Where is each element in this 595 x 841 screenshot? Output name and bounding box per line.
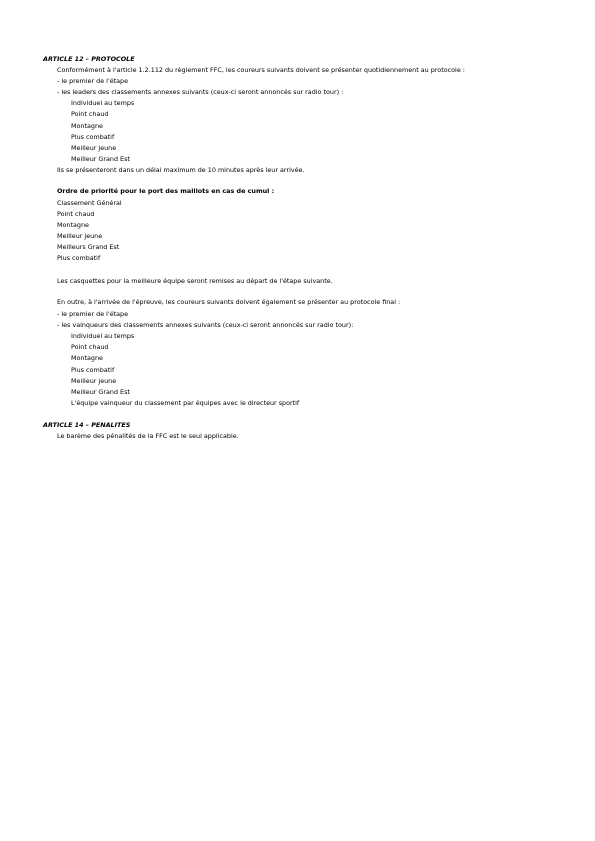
classification-item: Plus combatif bbox=[71, 133, 115, 141]
classification-item: Meilleur jeune bbox=[71, 144, 117, 152]
priority-item: Meilleur jeune bbox=[57, 232, 103, 240]
classification-item: Montagne bbox=[71, 354, 103, 362]
classification-item: L'équipe vainqueur du classement par équipes avec le directeur sportif bbox=[71, 399, 300, 407]
classification-item: Meilleur jeune bbox=[71, 377, 117, 385]
classification-item: Individuel au temps bbox=[71, 99, 135, 107]
priority-item: Point chaud bbox=[57, 210, 95, 218]
classification-item: Point chaud bbox=[71, 343, 109, 351]
list-item: - les vainqueurs des classements annexes suivants (ceux-ci seront annoncés sur radio tour): bbox=[57, 321, 354, 329]
final-protocol-intro: En outre, à l'arrivée de l'épreuve, les coureurs suivants doivent également se présenter au protocole final : bbox=[57, 298, 401, 306]
classification-item: Individuel au temps bbox=[71, 332, 135, 340]
list-item: - le premier de l'étape bbox=[57, 77, 129, 85]
list-item: - le premier de l'étape bbox=[57, 310, 129, 318]
penalties-text: Le barème des pénalités de la FFC est le seul applicable. bbox=[57, 432, 239, 440]
priority-item: Classement Général bbox=[57, 199, 122, 207]
protocol-intro: Conformément à l'article 1.2.112 du règlement FFC, les coureurs suivants doivent se présenter quotidiennement au protocole : bbox=[57, 66, 465, 74]
article-14-heading: ARTICLE 14 – PENALITES bbox=[43, 421, 131, 429]
priority-title: Ordre de priorité pour le port des maillots en cas de cumul : bbox=[57, 187, 275, 195]
classification-item: Point chaud bbox=[71, 110, 109, 118]
priority-item: Plus combatif bbox=[57, 254, 101, 262]
priority-item: Meilleurs Grand Est bbox=[57, 243, 120, 251]
classification-item: Plus combatif bbox=[71, 366, 115, 374]
classification-item: Meilleur Grand Est bbox=[71, 388, 130, 396]
priority-item: Montagne bbox=[57, 221, 89, 229]
article-12-heading: ARTICLE 12 – PROTOCOLE bbox=[43, 55, 135, 63]
caps-text: Les casquettes pour la meilleure équipe seront remises au départ de l'étape suivante. bbox=[57, 277, 333, 285]
list-item: - les leaders des classements annexes suivants (ceux-ci seront annoncés sur radio tour) : bbox=[57, 88, 344, 96]
classification-item: Meilleur Grand Est bbox=[71, 155, 130, 163]
delay-text: Ils se présenteront dans un délai maximum de 10 minutes après leur arrivée. bbox=[57, 166, 305, 174]
classification-item: Montagne bbox=[71, 122, 103, 130]
